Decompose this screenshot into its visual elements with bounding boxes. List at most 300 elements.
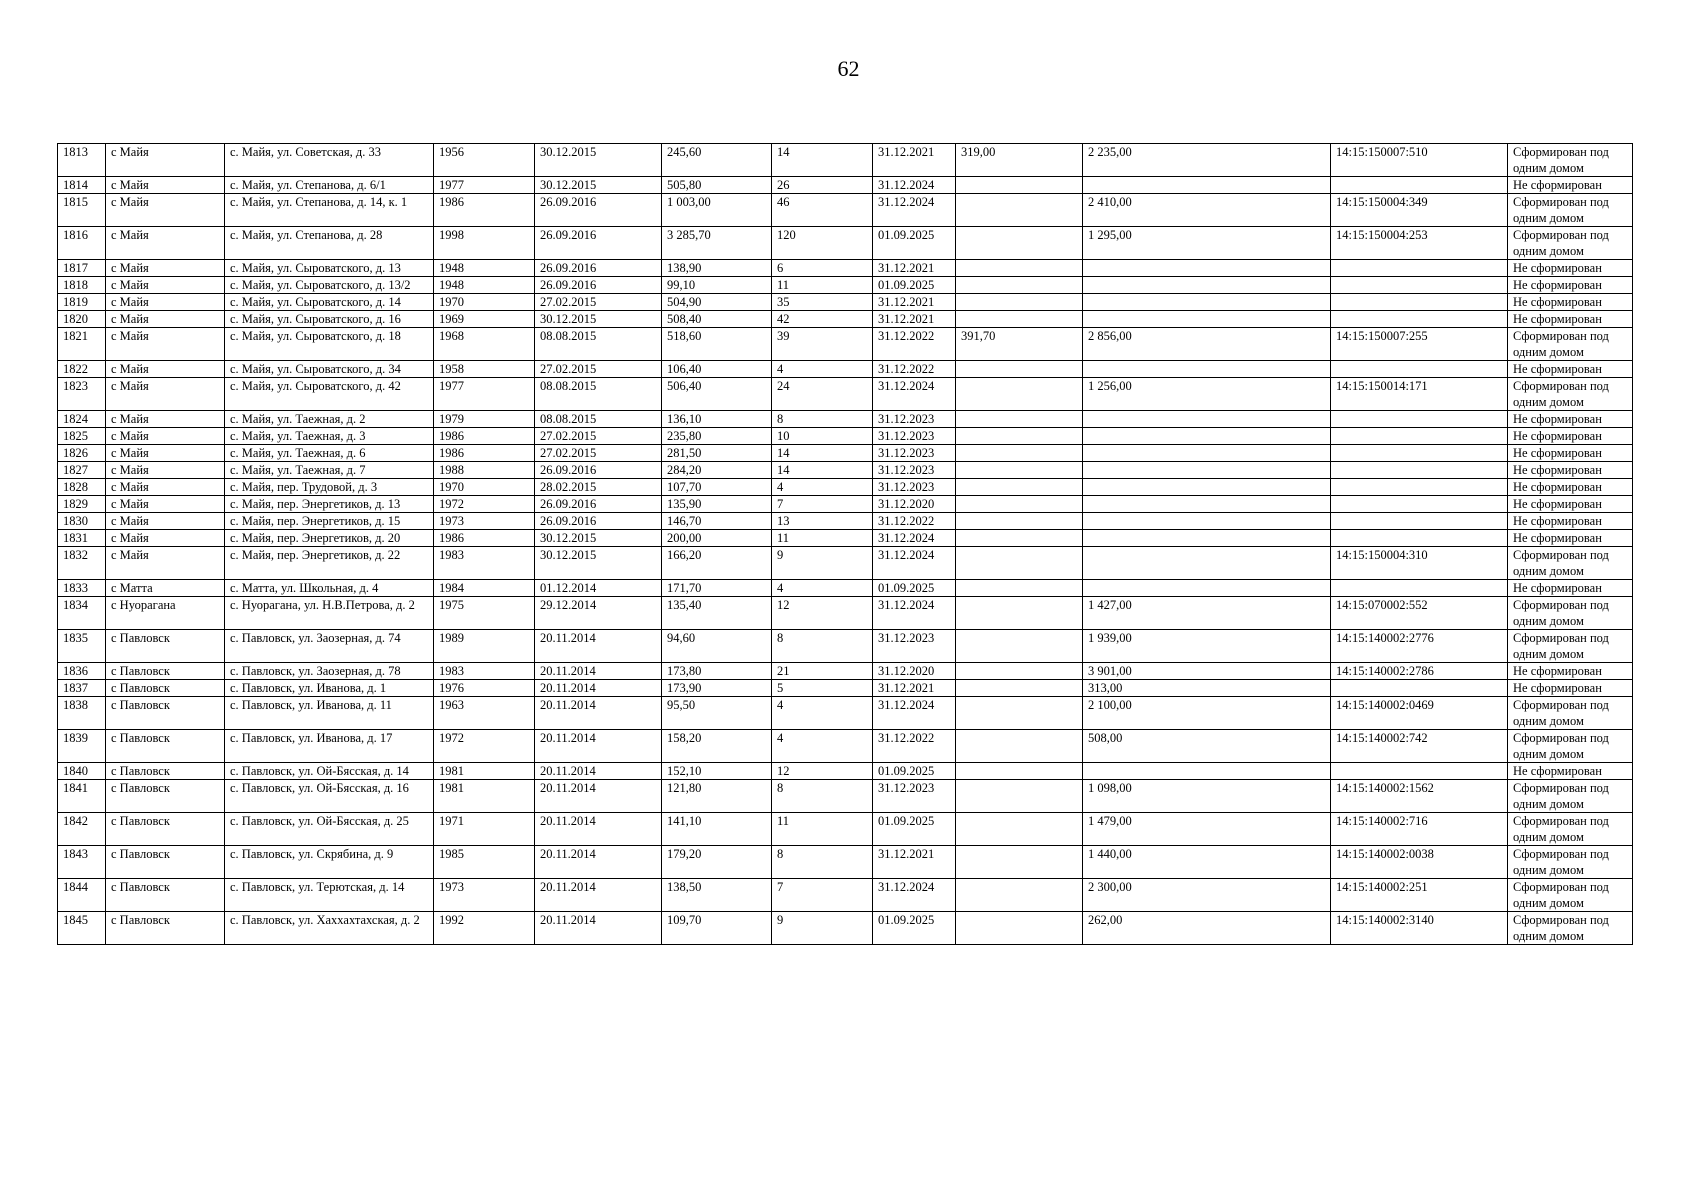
- cell-area: 138,90: [662, 260, 772, 277]
- cell-status: Не сформирован: [1508, 580, 1633, 597]
- cell-deadline: 31.12.2022: [873, 361, 956, 378]
- cell-land-area: 1 256,00: [1083, 378, 1331, 411]
- cell-date: 26.09.2016: [535, 462, 662, 479]
- cell-area: 152,10: [662, 763, 772, 780]
- cell-year-built: 1992: [434, 912, 535, 945]
- cell-land-area: [1083, 763, 1331, 780]
- cell-row-number: 1827: [58, 462, 106, 479]
- table-row: [58, 813, 1633, 846]
- cell-settlement: с Майя: [106, 294, 225, 311]
- cell-row-number: 1833: [58, 580, 106, 597]
- cell-cadastral-number: [1331, 411, 1508, 428]
- cell-settlement: с Майя: [106, 311, 225, 328]
- table-row: [58, 630, 1633, 663]
- cell-area-secondary: [956, 846, 1083, 879]
- cell-deadline: 01.09.2025: [873, 813, 956, 846]
- cell-area-secondary: [956, 428, 1083, 445]
- cell-address: с. Майя, ул. Таежная, д. 3: [225, 428, 434, 445]
- table-row: [58, 177, 1633, 194]
- cell-deadline: 31.12.2024: [873, 378, 956, 411]
- cell-row-number: 1842: [58, 813, 106, 846]
- cell-deadline: 31.12.2023: [873, 445, 956, 462]
- cell-cadastral-number: [1331, 479, 1508, 496]
- cell-land-area: [1083, 496, 1331, 513]
- table-row: [58, 597, 1633, 630]
- cell-status: Сформирован под одним домом: [1508, 846, 1633, 879]
- cell-deadline: 31.12.2024: [873, 177, 956, 194]
- cell-date: 20.11.2014: [535, 663, 662, 680]
- cell-area-secondary: [956, 496, 1083, 513]
- cell-address: с. Матта, ул. Школьная, д. 4: [225, 580, 434, 597]
- cell-area-secondary: [956, 912, 1083, 945]
- cell-settlement: с Нуорагана: [106, 597, 225, 630]
- cell-address: с. Павловск, ул. Иванова, д. 11: [225, 697, 434, 730]
- cell-settlement: с Майя: [106, 530, 225, 547]
- cell-settlement: с Павловск: [106, 730, 225, 763]
- cell-status: Не сформирован: [1508, 361, 1633, 378]
- cell-land-area: [1083, 462, 1331, 479]
- table-row: [58, 780, 1633, 813]
- cell-date: 30.12.2015: [535, 547, 662, 580]
- cell-area: 284,20: [662, 462, 772, 479]
- cell-deadline: 31.12.2021: [873, 846, 956, 879]
- cell-deadline: 31.12.2021: [873, 311, 956, 328]
- cell-deadline: 31.12.2021: [873, 680, 956, 697]
- cell-row-number: 1817: [58, 260, 106, 277]
- cell-year-built: 1948: [434, 277, 535, 294]
- cell-status: Не сформирован: [1508, 445, 1633, 462]
- cell-deadline: 01.09.2025: [873, 227, 956, 260]
- cell-cadastral-number: [1331, 496, 1508, 513]
- cell-area: 281,50: [662, 445, 772, 462]
- cell-settlement: с Майя: [106, 177, 225, 194]
- cell-year-built: 1970: [434, 479, 535, 496]
- cell-land-area: 262,00: [1083, 912, 1331, 945]
- cell-cadastral-number: 14:15:140002:0038: [1331, 846, 1508, 879]
- cell-deadline: 31.12.2022: [873, 328, 956, 361]
- cell-residents: 39: [772, 328, 873, 361]
- cell-date: 20.11.2014: [535, 730, 662, 763]
- cell-address: с. Майя, пер. Энергетиков, д. 22: [225, 547, 434, 580]
- cell-residents: 14: [772, 144, 873, 177]
- cell-residents: 35: [772, 294, 873, 311]
- cell-residents: 4: [772, 361, 873, 378]
- cell-status: Сформирован под одним домом: [1508, 547, 1633, 580]
- cell-deadline: 31.12.2021: [873, 260, 956, 277]
- cell-area-secondary: [956, 630, 1083, 663]
- cell-status: Не сформирован: [1508, 411, 1633, 428]
- cell-row-number: 1845: [58, 912, 106, 945]
- cell-address: с. Майя, ул. Таежная, д. 6: [225, 445, 434, 462]
- table-row: [58, 730, 1633, 763]
- cell-area-secondary: [956, 513, 1083, 530]
- cell-address: с. Майя, ул. Таежная, д. 7: [225, 462, 434, 479]
- cell-area-secondary: [956, 445, 1083, 462]
- cell-date: 26.09.2016: [535, 194, 662, 227]
- cell-address: с. Павловск, ул. Заозерная, д. 74: [225, 630, 434, 663]
- cell-year-built: 1973: [434, 513, 535, 530]
- cell-status: Не сформирован: [1508, 277, 1633, 294]
- cell-year-built: 1981: [434, 780, 535, 813]
- cell-status: Сформирован под одним домом: [1508, 730, 1633, 763]
- cell-cadastral-number: [1331, 361, 1508, 378]
- cell-settlement: с Майя: [106, 496, 225, 513]
- cell-address: с. Майя, ул. Сыроватского, д. 16: [225, 311, 434, 328]
- cell-address: с. Майя, пер. Энергетиков, д. 13: [225, 496, 434, 513]
- cell-row-number: 1825: [58, 428, 106, 445]
- cell-area-secondary: [956, 361, 1083, 378]
- table-row: [58, 496, 1633, 513]
- cell-date: 20.11.2014: [535, 697, 662, 730]
- cell-address: с. Павловск, ул. Терютская, д. 14: [225, 879, 434, 912]
- cell-status: Не сформирован: [1508, 177, 1633, 194]
- cell-area-secondary: [956, 294, 1083, 311]
- table-row: [58, 194, 1633, 227]
- cell-residents: 42: [772, 311, 873, 328]
- cell-year-built: 1986: [434, 530, 535, 547]
- cell-status: Сформирован под одним домом: [1508, 328, 1633, 361]
- cell-deadline: 31.12.2024: [873, 597, 956, 630]
- cell-area-secondary: [956, 730, 1083, 763]
- cell-deadline: 01.09.2025: [873, 580, 956, 597]
- cell-area: 121,80: [662, 780, 772, 813]
- table-row: [58, 445, 1633, 462]
- cell-row-number: 1823: [58, 378, 106, 411]
- cell-cadastral-number: 14:15:140002:0469: [1331, 697, 1508, 730]
- cell-area: 173,90: [662, 680, 772, 697]
- cell-date: 26.09.2016: [535, 277, 662, 294]
- cell-settlement: с Майя: [106, 144, 225, 177]
- cell-settlement: с Майя: [106, 378, 225, 411]
- cell-status: Не сформирован: [1508, 763, 1633, 780]
- cell-cadastral-number: 14:15:140002:1562: [1331, 780, 1508, 813]
- cell-date: 20.11.2014: [535, 912, 662, 945]
- cell-status: Не сформирован: [1508, 680, 1633, 697]
- cell-row-number: 1839: [58, 730, 106, 763]
- cell-year-built: 1983: [434, 663, 535, 680]
- cell-area: 166,20: [662, 547, 772, 580]
- cell-settlement: с Майя: [106, 428, 225, 445]
- cell-row-number: 1829: [58, 496, 106, 513]
- cell-area-secondary: [956, 277, 1083, 294]
- cell-year-built: 1971: [434, 813, 535, 846]
- cell-status: Сформирован под одним домом: [1508, 597, 1633, 630]
- cell-address: с. Майя, ул. Сыроватского, д. 18: [225, 328, 434, 361]
- cell-cadastral-number: 14:15:150007:255: [1331, 328, 1508, 361]
- cell-deadline: 01.09.2025: [873, 277, 956, 294]
- cell-area: 506,40: [662, 378, 772, 411]
- cell-row-number: 1819: [58, 294, 106, 311]
- cell-address: с. Майя, ул. Сыроватского, д. 42: [225, 378, 434, 411]
- cell-settlement: с Павловск: [106, 846, 225, 879]
- cell-area-secondary: [956, 479, 1083, 496]
- cell-cadastral-number: 14:15:140002:716: [1331, 813, 1508, 846]
- cell-date: 28.02.2015: [535, 479, 662, 496]
- cell-deadline: 31.12.2022: [873, 513, 956, 530]
- cell-year-built: 1983: [434, 547, 535, 580]
- cell-date: 29.12.2014: [535, 597, 662, 630]
- cell-row-number: 1843: [58, 846, 106, 879]
- cell-land-area: 2 235,00: [1083, 144, 1331, 177]
- cell-settlement: с Майя: [106, 479, 225, 496]
- table-row: [58, 294, 1633, 311]
- cell-address: с. Майя, пер. Трудовой, д. 3: [225, 479, 434, 496]
- cell-residents: 8: [772, 780, 873, 813]
- cell-area-secondary: [956, 462, 1083, 479]
- cell-cadastral-number: [1331, 680, 1508, 697]
- cell-area-secondary: [956, 311, 1083, 328]
- cell-land-area: [1083, 479, 1331, 496]
- cell-area: 235,80: [662, 428, 772, 445]
- cell-area: 141,10: [662, 813, 772, 846]
- cell-year-built: 1989: [434, 630, 535, 663]
- cell-date: 20.11.2014: [535, 780, 662, 813]
- cell-cadastral-number: 14:15:150007:510: [1331, 144, 1508, 177]
- cell-date: 20.11.2014: [535, 680, 662, 697]
- cell-year-built: 1986: [434, 445, 535, 462]
- cell-residents: 12: [772, 597, 873, 630]
- cell-area: 171,70: [662, 580, 772, 597]
- cell-date: 26.09.2016: [535, 260, 662, 277]
- cell-row-number: 1838: [58, 697, 106, 730]
- cell-cadastral-number: 14:15:070002:552: [1331, 597, 1508, 630]
- cell-row-number: 1814: [58, 177, 106, 194]
- cell-address: с. Павловск, ул. Ой-Бясская, д. 14: [225, 763, 434, 780]
- cell-residents: 13: [772, 513, 873, 530]
- cell-residents: 4: [772, 580, 873, 597]
- cell-land-area: [1083, 311, 1331, 328]
- cell-address: с. Павловск, ул. Ой-Бясская, д. 25: [225, 813, 434, 846]
- cell-status: Сформирован под одним домом: [1508, 378, 1633, 411]
- cell-deadline: 31.12.2023: [873, 428, 956, 445]
- cell-land-area: [1083, 411, 1331, 428]
- cell-residents: 4: [772, 479, 873, 496]
- cell-area-secondary: [956, 227, 1083, 260]
- cell-row-number: 1834: [58, 597, 106, 630]
- cell-cadastral-number: [1331, 277, 1508, 294]
- cell-status: Не сформирован: [1508, 479, 1633, 496]
- table-row: [58, 462, 1633, 479]
- cell-area: 135,40: [662, 597, 772, 630]
- table-row: [58, 663, 1633, 680]
- cell-area: 3 285,70: [662, 227, 772, 260]
- cell-residents: 6: [772, 260, 873, 277]
- table-row: [58, 846, 1633, 879]
- cell-area-secondary: [956, 813, 1083, 846]
- cell-date: 20.11.2014: [535, 846, 662, 879]
- cell-year-built: 1956: [434, 144, 535, 177]
- cell-date: 30.12.2015: [535, 530, 662, 547]
- cell-address: с. Майя, ул. Степанова, д. 28: [225, 227, 434, 260]
- cell-cadastral-number: [1331, 294, 1508, 311]
- cell-area: 99,10: [662, 277, 772, 294]
- cell-area-secondary: [956, 260, 1083, 277]
- cell-year-built: 1979: [434, 411, 535, 428]
- cell-land-area: 2 856,00: [1083, 328, 1331, 361]
- cell-area: 94,60: [662, 630, 772, 663]
- cell-settlement: с Майя: [106, 194, 225, 227]
- cell-land-area: 2 410,00: [1083, 194, 1331, 227]
- cell-residents: 4: [772, 730, 873, 763]
- cell-settlement: с Павловск: [106, 697, 225, 730]
- cell-date: 20.11.2014: [535, 813, 662, 846]
- cell-cadastral-number: 14:15:140002:2786: [1331, 663, 1508, 680]
- cell-area: 518,60: [662, 328, 772, 361]
- cell-settlement: с Павловск: [106, 680, 225, 697]
- cell-area-secondary: [956, 547, 1083, 580]
- cell-area-secondary: [956, 194, 1083, 227]
- cell-area-secondary: [956, 663, 1083, 680]
- cell-deadline: 01.09.2025: [873, 763, 956, 780]
- cell-status: Сформирован под одним домом: [1508, 697, 1633, 730]
- cell-land-area: 313,00: [1083, 680, 1331, 697]
- cell-area-secondary: [956, 680, 1083, 697]
- cell-deadline: 31.12.2024: [873, 194, 956, 227]
- cell-area-secondary: 319,00: [956, 144, 1083, 177]
- cell-residents: 8: [772, 630, 873, 663]
- cell-land-area: 1 098,00: [1083, 780, 1331, 813]
- cell-land-area: [1083, 361, 1331, 378]
- cell-settlement: с Павловск: [106, 763, 225, 780]
- cell-settlement: с Павловск: [106, 912, 225, 945]
- cell-deadline: 31.12.2024: [873, 697, 956, 730]
- cell-cadastral-number: 14:15:140002:3140: [1331, 912, 1508, 945]
- cell-deadline: 31.12.2023: [873, 411, 956, 428]
- cell-land-area: 508,00: [1083, 730, 1331, 763]
- cell-area: 508,40: [662, 311, 772, 328]
- cell-row-number: 1840: [58, 763, 106, 780]
- cell-area: 138,50: [662, 879, 772, 912]
- cell-residents: 5: [772, 680, 873, 697]
- cell-land-area: [1083, 260, 1331, 277]
- cell-residents: 7: [772, 879, 873, 912]
- table-row: [58, 580, 1633, 597]
- cell-year-built: 1948: [434, 260, 535, 277]
- cell-address: с. Павловск, ул. Иванова, д. 1: [225, 680, 434, 697]
- table-row: [58, 879, 1633, 912]
- cell-row-number: 1831: [58, 530, 106, 547]
- cell-residents: 10: [772, 428, 873, 445]
- cell-residents: 14: [772, 462, 873, 479]
- cell-residents: 11: [772, 277, 873, 294]
- cell-land-area: [1083, 547, 1331, 580]
- cell-land-area: 1 479,00: [1083, 813, 1331, 846]
- cell-deadline: 31.12.2023: [873, 780, 956, 813]
- cell-row-number: 1830: [58, 513, 106, 530]
- cell-row-number: 1836: [58, 663, 106, 680]
- cell-residents: 7: [772, 496, 873, 513]
- cell-address: с. Майя, ул. Таежная, д. 2: [225, 411, 434, 428]
- cell-address: с. Павловск, ул. Иванова, д. 17: [225, 730, 434, 763]
- cell-cadastral-number: [1331, 763, 1508, 780]
- cell-year-built: 1977: [434, 177, 535, 194]
- cell-residents: 9: [772, 912, 873, 945]
- cell-date: 27.02.2015: [535, 294, 662, 311]
- cell-land-area: 1 427,00: [1083, 597, 1331, 630]
- cell-date: 26.09.2016: [535, 227, 662, 260]
- cell-deadline: 31.12.2023: [873, 630, 956, 663]
- table-row: [58, 227, 1633, 260]
- cell-area: 504,90: [662, 294, 772, 311]
- cell-status: Не сформирован: [1508, 663, 1633, 680]
- cell-year-built: 1986: [434, 428, 535, 445]
- cell-row-number: 1832: [58, 547, 106, 580]
- cell-cadastral-number: 14:15:150004:253: [1331, 227, 1508, 260]
- cell-year-built: 1972: [434, 730, 535, 763]
- cell-settlement: с Павловск: [106, 780, 225, 813]
- cell-address: с. Майя, ул. Сыроватского, д. 13/2: [225, 277, 434, 294]
- table-row: [58, 144, 1633, 177]
- cell-address: с. Майя, ул. Степанова, д. 6/1: [225, 177, 434, 194]
- table-row: [58, 428, 1633, 445]
- cell-land-area: 2 100,00: [1083, 697, 1331, 730]
- table-row: [58, 513, 1633, 530]
- cell-cadastral-number: [1331, 445, 1508, 462]
- table-row: [58, 530, 1633, 547]
- cell-cadastral-number: [1331, 311, 1508, 328]
- cell-settlement: с Павловск: [106, 879, 225, 912]
- cell-address: с. Нуорагана, ул. Н.В.Петрова, д. 2: [225, 597, 434, 630]
- cell-residents: 21: [772, 663, 873, 680]
- cell-date: 26.09.2016: [535, 496, 662, 513]
- cell-row-number: 1822: [58, 361, 106, 378]
- cell-row-number: 1815: [58, 194, 106, 227]
- cell-year-built: 1984: [434, 580, 535, 597]
- cell-area-secondary: [956, 879, 1083, 912]
- cell-year-built: 1976: [434, 680, 535, 697]
- cell-cadastral-number: [1331, 428, 1508, 445]
- cell-area: 200,00: [662, 530, 772, 547]
- cell-area: 107,70: [662, 479, 772, 496]
- cell-settlement: с Майя: [106, 462, 225, 479]
- cell-residents: 11: [772, 813, 873, 846]
- table-row: [58, 411, 1633, 428]
- cell-area-secondary: [956, 780, 1083, 813]
- cell-cadastral-number: [1331, 580, 1508, 597]
- cell-settlement: с Майя: [106, 227, 225, 260]
- cell-row-number: 1821: [58, 328, 106, 361]
- cell-settlement: с Майя: [106, 513, 225, 530]
- cell-residents: 24: [772, 378, 873, 411]
- cell-status: Не сформирован: [1508, 496, 1633, 513]
- cell-cadastral-number: 14:15:150004:349: [1331, 194, 1508, 227]
- cell-area: 106,40: [662, 361, 772, 378]
- cell-row-number: 1816: [58, 227, 106, 260]
- table-row: [58, 763, 1633, 780]
- cell-settlement: с Павловск: [106, 813, 225, 846]
- cell-address: с. Майя, пер. Энергетиков, д. 20: [225, 530, 434, 547]
- cell-status: Не сформирован: [1508, 513, 1633, 530]
- cell-area: 1 003,00: [662, 194, 772, 227]
- cell-settlement: с Майя: [106, 547, 225, 580]
- cell-area: 179,20: [662, 846, 772, 879]
- cell-date: 27.02.2015: [535, 361, 662, 378]
- cell-land-area: [1083, 513, 1331, 530]
- cell-land-area: [1083, 428, 1331, 445]
- cell-status: Сформирован под одним домом: [1508, 144, 1633, 177]
- cell-area-secondary: [956, 763, 1083, 780]
- cell-land-area: [1083, 445, 1331, 462]
- cell-date: 30.12.2015: [535, 177, 662, 194]
- cell-year-built: 1972: [434, 496, 535, 513]
- cell-cadastral-number: 14:15:150014:171: [1331, 378, 1508, 411]
- cell-address: с. Майя, ул. Сыроватского, д. 34: [225, 361, 434, 378]
- cell-status: Не сформирован: [1508, 462, 1633, 479]
- cell-date: 01.12.2014: [535, 580, 662, 597]
- cell-area-secondary: [956, 177, 1083, 194]
- cell-residents: 11: [772, 530, 873, 547]
- cell-cadastral-number: 14:15:150004:310: [1331, 547, 1508, 580]
